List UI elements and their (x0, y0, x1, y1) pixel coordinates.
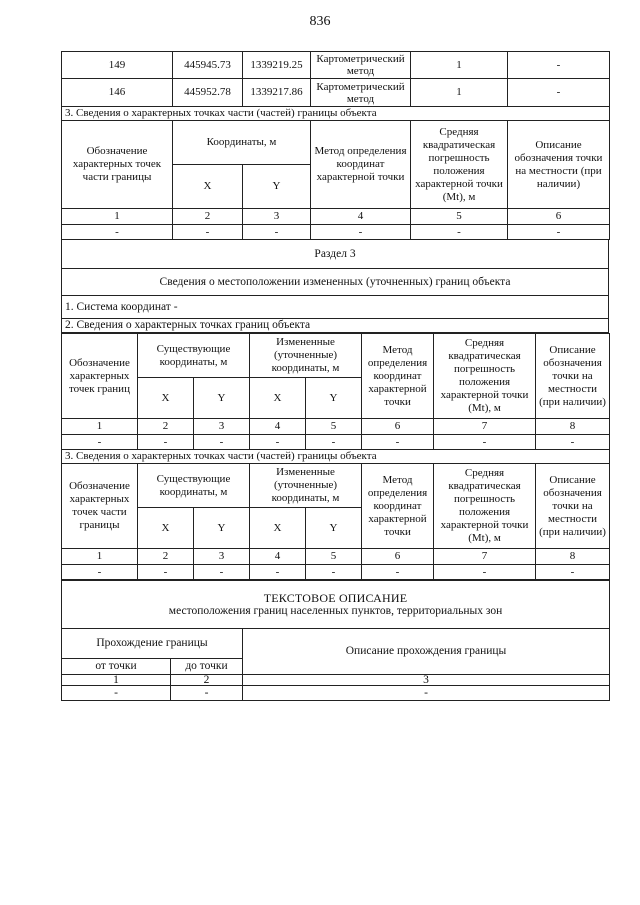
table-row (62, 79, 610, 107)
parts-heading: 3. Сведения о характерных точках части (частей) границы объекта (62, 107, 610, 121)
text-description-subtitle: местоположения границ населенных пунктов, территориальных зон (168, 604, 503, 617)
col-error: Средняя квадратическая погрешность положения характерной точки (Mt), м (434, 334, 536, 419)
empty-data-row (62, 225, 610, 240)
y-coordinate: 1339217.86 (243, 79, 311, 107)
x-coordinate: 445952.78 (173, 79, 243, 107)
empty-cell: - (62, 225, 173, 240)
col-y: Y (306, 508, 362, 549)
column-number: 6 (508, 209, 610, 225)
description: - (508, 79, 610, 107)
document-body (61, 51, 609, 701)
column-number: 4 (250, 419, 306, 435)
parts-heading: 3. Сведения о характерных точках части (частей) границы объекта (62, 450, 610, 464)
text-description-title: ТЕКСТОВОЕ ОПИСАНИЕ (263, 590, 408, 605)
method: Картометрический метод (311, 52, 411, 79)
col-passage: Прохождение границы (62, 629, 243, 659)
empty-cell: - (434, 565, 536, 580)
point-id: 146 (62, 79, 173, 107)
col-method: Метод определения координат характерной точки (362, 334, 434, 419)
col-y: Y (243, 165, 311, 209)
col-description: Описание обозначения точки на местности (при наличии) (508, 121, 610, 209)
col-to-point: до точки (171, 659, 243, 675)
col-error: Средняя квадратическая погрешность положения характерной точки (Mt), м (434, 464, 536, 549)
empty-cell: - (508, 225, 610, 240)
coordinate-system: 1. Система координат - (62, 296, 609, 319)
error: 1 (411, 79, 508, 107)
col-error: Средняя квадратическая погрешность положения характерной точки (Mt), м (411, 121, 508, 209)
column-number: 2 (138, 549, 194, 565)
col-designation: Обозначение характерных точек части границы (62, 464, 138, 549)
column-number: 2 (173, 209, 243, 225)
empty-cell: - (194, 565, 250, 580)
col-x: X (138, 508, 194, 549)
empty-data-row (62, 435, 610, 450)
empty-cell: - (194, 435, 250, 450)
empty-cell: - (250, 435, 306, 450)
column-number: 8 (536, 549, 610, 565)
column-number: 7 (434, 549, 536, 565)
col-from-point: от точки (62, 659, 171, 675)
column-number: 3 (194, 549, 250, 565)
column-number: 1 (62, 209, 173, 225)
column-number: 3 (194, 419, 250, 435)
column-number: 6 (362, 419, 434, 435)
column-number: 2 (138, 419, 194, 435)
points-heading: 2. Сведения о характерных точках границ объекта (62, 319, 609, 333)
col-existing: Существующие координаты, м (138, 334, 250, 378)
col-description: Описание обозначения точки на местности (при наличии) (536, 464, 610, 549)
empty-cell: - (411, 225, 508, 240)
col-description: Описание обозначения точки на местности (при наличии) (536, 334, 610, 419)
column-number: 4 (250, 549, 306, 565)
empty-cell: - (311, 225, 411, 240)
point-id: 149 (62, 52, 173, 79)
col-y: Y (306, 378, 362, 419)
error: 1 (411, 52, 508, 79)
empty-cell: - (62, 565, 138, 580)
col-method: Метод определения координат характерной точки (311, 121, 411, 209)
column-numbers-row (62, 209, 610, 225)
empty-cell: - (362, 565, 434, 580)
col-existing: Существующие координаты, м (138, 464, 250, 508)
empty-cell: - (138, 565, 194, 580)
col-changed: Измененные (уточненные) координаты, м (250, 334, 362, 378)
col-designation: Обозначение характерных точек границ (62, 334, 138, 419)
section-3-header (61, 240, 609, 333)
col-x: X (138, 378, 194, 419)
section-title: Раздел 3 (62, 240, 609, 269)
x-coordinate: 445945.73 (173, 52, 243, 79)
column-number: 1 (62, 549, 138, 565)
column-numbers-row (62, 549, 610, 565)
column-number: 4 (311, 209, 411, 225)
col-coords: Координаты, м (173, 121, 311, 165)
col-changed: Измененные (уточненные) координаты, м (250, 464, 362, 508)
col-x: X (250, 508, 306, 549)
column-number: 5 (306, 549, 362, 565)
empty-cell: - (250, 565, 306, 580)
col-x: X (173, 165, 243, 209)
empty-cell: - (306, 435, 362, 450)
column-number: 2 (171, 675, 243, 686)
column-number: 5 (306, 419, 362, 435)
empty-cell: - (243, 686, 610, 701)
empty-cell: - (243, 225, 311, 240)
description: - (508, 52, 610, 79)
empty-cell: - (434, 435, 536, 450)
column-number: 6 (362, 549, 434, 565)
column-number: 8 (536, 419, 610, 435)
column-number: 3 (243, 209, 311, 225)
col-boundary-description: Описание прохождения границы (243, 629, 610, 675)
col-y: Y (194, 378, 250, 419)
text-description-table (61, 580, 610, 701)
empty-cell: - (62, 435, 138, 450)
empty-cell: - (536, 565, 610, 580)
boundary-points-continuation-table (61, 51, 610, 240)
empty-cell: - (171, 686, 243, 701)
col-method: Метод определения координат характерной точки (362, 464, 434, 549)
empty-cell: - (138, 435, 194, 450)
section-subtitle: Сведения о местоположении измененных (уточненных) границ объекта (62, 269, 609, 296)
column-number: 7 (434, 419, 536, 435)
empty-data-row (62, 686, 610, 701)
col-designation: Обозначение характерных точек части границы (62, 121, 173, 209)
y-coordinate: 1339219.25 (243, 52, 311, 79)
empty-cell: - (362, 435, 434, 450)
method: Картометрический метод (311, 79, 411, 107)
column-numbers-row (62, 419, 610, 435)
column-numbers-row (62, 675, 610, 686)
empty-data-row (62, 565, 610, 580)
column-number: 5 (411, 209, 508, 225)
col-x: X (250, 378, 306, 419)
empty-cell: - (173, 225, 243, 240)
empty-cell: - (536, 435, 610, 450)
changed-points-table (61, 333, 610, 580)
empty-cell: - (306, 565, 362, 580)
column-number: 1 (62, 675, 171, 686)
empty-cell: - (62, 686, 171, 701)
table-row (62, 52, 610, 79)
text-description-title-cell (62, 581, 610, 629)
page-number: 836 (309, 14, 331, 29)
col-y: Y (194, 508, 250, 549)
column-number: 3 (243, 675, 610, 686)
column-number: 1 (62, 419, 138, 435)
